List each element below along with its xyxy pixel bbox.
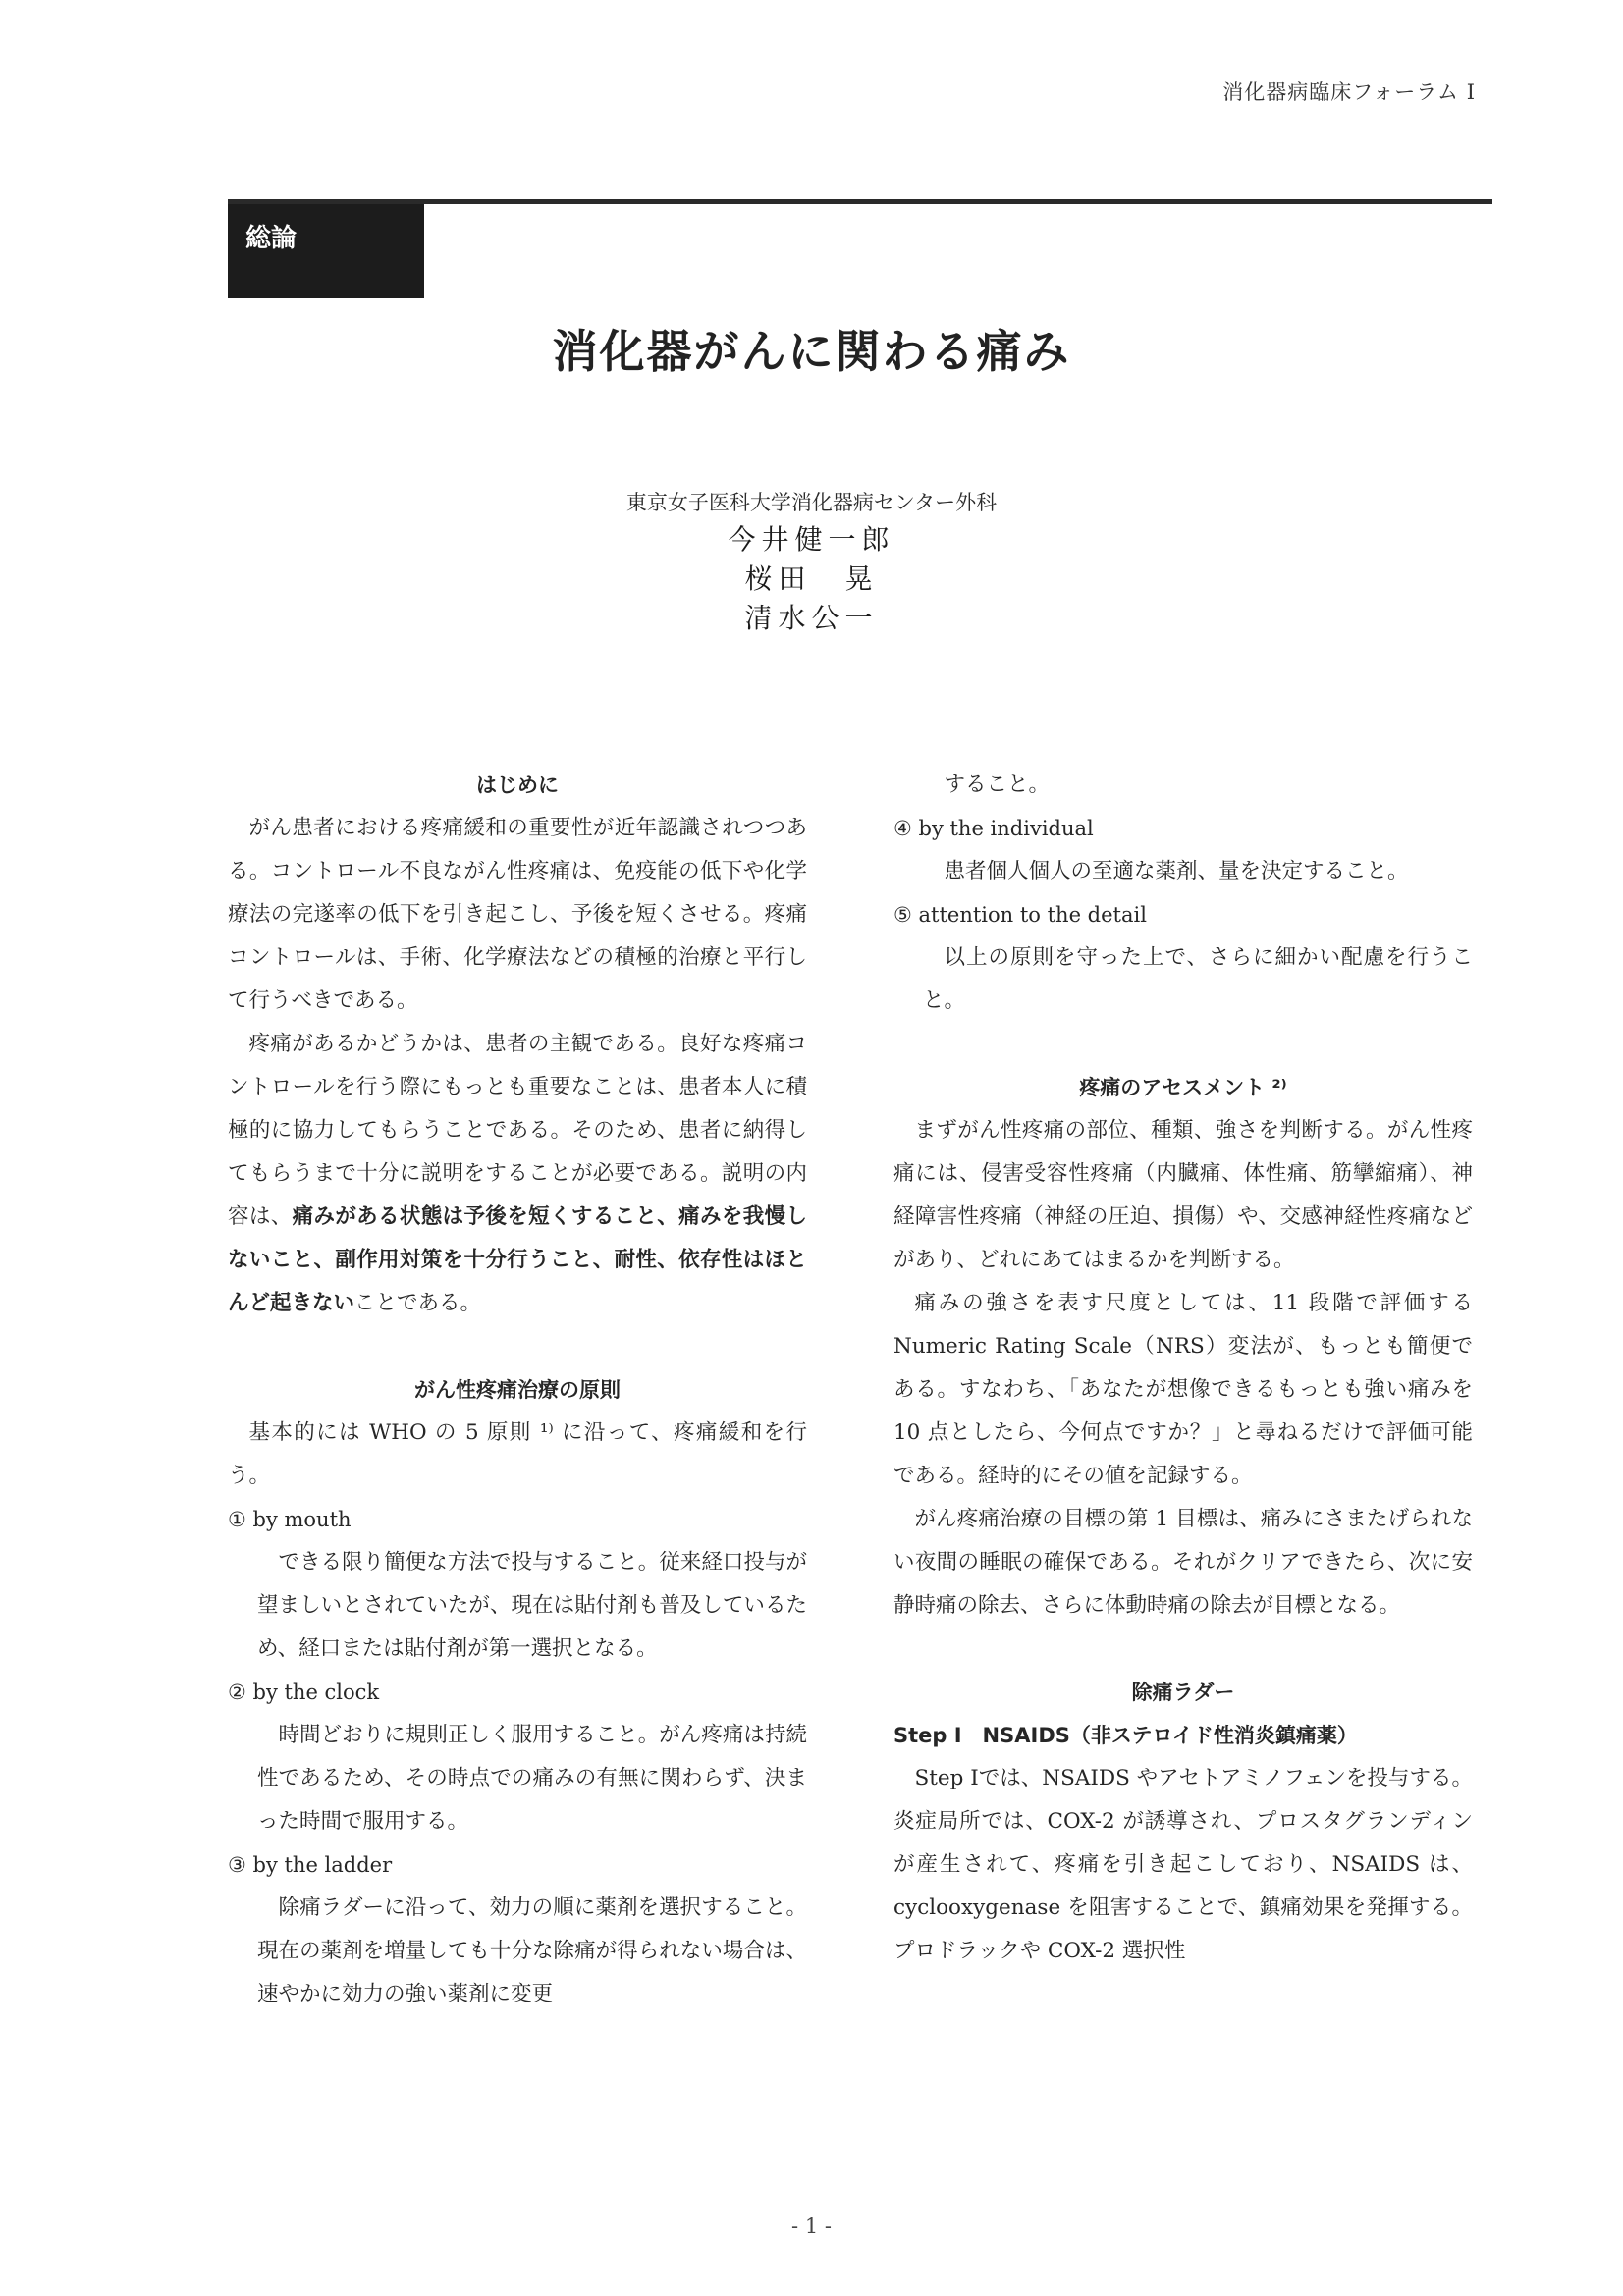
spacer bbox=[893, 1023, 1473, 1066]
spacer bbox=[228, 1325, 807, 1368]
text-run: 疼痛があるかどうかは、患者の主観である。良好な疼痛コントロールを行う際にもっとも重要なことは、患者本人に積極的に協力してもらうことである。そのため、患者に納得してもらうまで十分に説明をすることが必要である。説明の内容は、 bbox=[228, 1032, 807, 1229]
left-column bbox=[228, 764, 807, 2016]
paragraph: Step Ⅰでは、NSAIDS やアセトアミノフェンを投与する。炎症局所では、COX-2 が誘導され、プロスタグランディンが産生されて、疼痛を引き起こしており、NSAIDS は、cyclooxygenase を阻害することで、鎮痛効果を発揮する。プロドラックや COX-2 選択性 bbox=[893, 1766, 1473, 1963]
paragraph: まずがん性疼痛の部位、種類、強さを判断する。がん性疼痛には、侵害受容性疼痛（内臓痛、体性痛、筋攣縮痛）、神経障害性疼痛（神経の圧迫、損傷）や、交感神経性疼痛などがあり、どれにあてはまるかを判断する。 bbox=[893, 1118, 1473, 1272]
section-heading-principles: がん性疼痛治療の原則 bbox=[414, 1378, 621, 1402]
emphasis-text: 痛みがある状態は予後を短くすること、痛みを我慢しないこと、副作用対策を十分行うこと、耐性、依存性はほとんど起きない bbox=[228, 1204, 807, 1315]
list-item-body: 時間どおりに規則正しく服用すること。がん疼痛は持続性であるため、その時点での痛みの有無に関わらず、決まった時間で服用する。 bbox=[257, 1723, 807, 1834]
list-item-label: ④ by the individual bbox=[893, 817, 1094, 840]
author-name: 今井健一郎 bbox=[728, 523, 895, 556]
affiliation: 東京女子医科大学消化器病センター外科 bbox=[625, 491, 998, 514]
list-item-body: 以上の原則を守った上で、さらに細かい配慮を行うこと。 bbox=[923, 945, 1473, 1013]
author-list bbox=[0, 520, 1623, 638]
paragraph: がん疼痛治療の目標の第 1 目標は、痛みにさまたげられない夜間の睡眠の確保である。それがクリアできたら、次に安静時痛の除去、さらに体動時痛の除去が目標となる。 bbox=[893, 1507, 1473, 1618]
section-heading-assessment: 疼痛のアセスメント ²⁾ bbox=[1079, 1076, 1287, 1099]
author-name: 桜田 晃 bbox=[744, 562, 879, 595]
list-item-label: ⑤ attention to the detail bbox=[893, 903, 1147, 927]
list-item-label: ② by the clock bbox=[228, 1681, 380, 1704]
paragraph bbox=[228, 1023, 807, 1325]
author-name: 清水公一 bbox=[744, 602, 879, 634]
section-tag: 総論 bbox=[228, 204, 424, 298]
paragraph: 基本的には WHO の 5 原則 ¹⁾ に沿って、疼痛緩和を行う。 bbox=[228, 1420, 807, 1488]
list-item-body: できる限り簡便な方法で投与すること。従来経口投与が望ましいとされていたが、現在は貼付剤も普及しているため、経口または貼付剤が第一選択となる。 bbox=[257, 1550, 807, 1661]
article-title: 消化器がんに関わる痛み bbox=[552, 325, 1071, 378]
list-item-body: 患者個人個人の至適な薬剤、量を決定すること。 bbox=[944, 859, 1409, 883]
running-header: 消化器病臨床フォーラム I bbox=[1222, 80, 1476, 104]
spacer bbox=[893, 1628, 1473, 1671]
list-item-body: 除痛ラダーに沿って、効力の順に薬剤を選択すること。現在の薬剤を増量しても十分な除痛が得られない場合は、速やかに効力の強い薬剤に変更 bbox=[257, 1896, 807, 2006]
list-item-label: ③ by the ladder bbox=[228, 1853, 393, 1877]
right-column bbox=[893, 764, 1473, 1973]
page-number: - 1 - bbox=[791, 2215, 832, 2238]
list-item-body: すること。 bbox=[944, 773, 1051, 797]
paragraph: がん患者における疼痛緩和の重要性が近年認識されつつある。コントロール不良ながん性疼痛は、免疫能の低下や化学療法の完遂率の低下を引き起こし、予後を短くさせる。疼痛コントロールは、手術、化学療法などの積極的治療と平行して行うべきである。 bbox=[228, 816, 807, 1013]
subsection-heading-step1: Step Ⅰ NSAIDS（非ステロイド性消炎鎮痛薬） bbox=[893, 1724, 1358, 1747]
section-heading-ladder: 除痛ラダー bbox=[1131, 1681, 1235, 1704]
paragraph: 痛みの強さを表す尺度としては、11 段階で評価する Numeric Rating Scale（NRS）変法が、もっとも簡便である。すなわち、「あなたが想像できるもっとも強い痛みを 10 点としたら、今何点ですか？」と尋ねるだけで評価可能である。経時的にその値を記録する。 bbox=[893, 1291, 1473, 1488]
section-heading-intro: はじめに bbox=[476, 774, 559, 797]
text-run: ことである。 bbox=[354, 1291, 482, 1315]
list-item-label: ① by mouth bbox=[228, 1508, 352, 1531]
